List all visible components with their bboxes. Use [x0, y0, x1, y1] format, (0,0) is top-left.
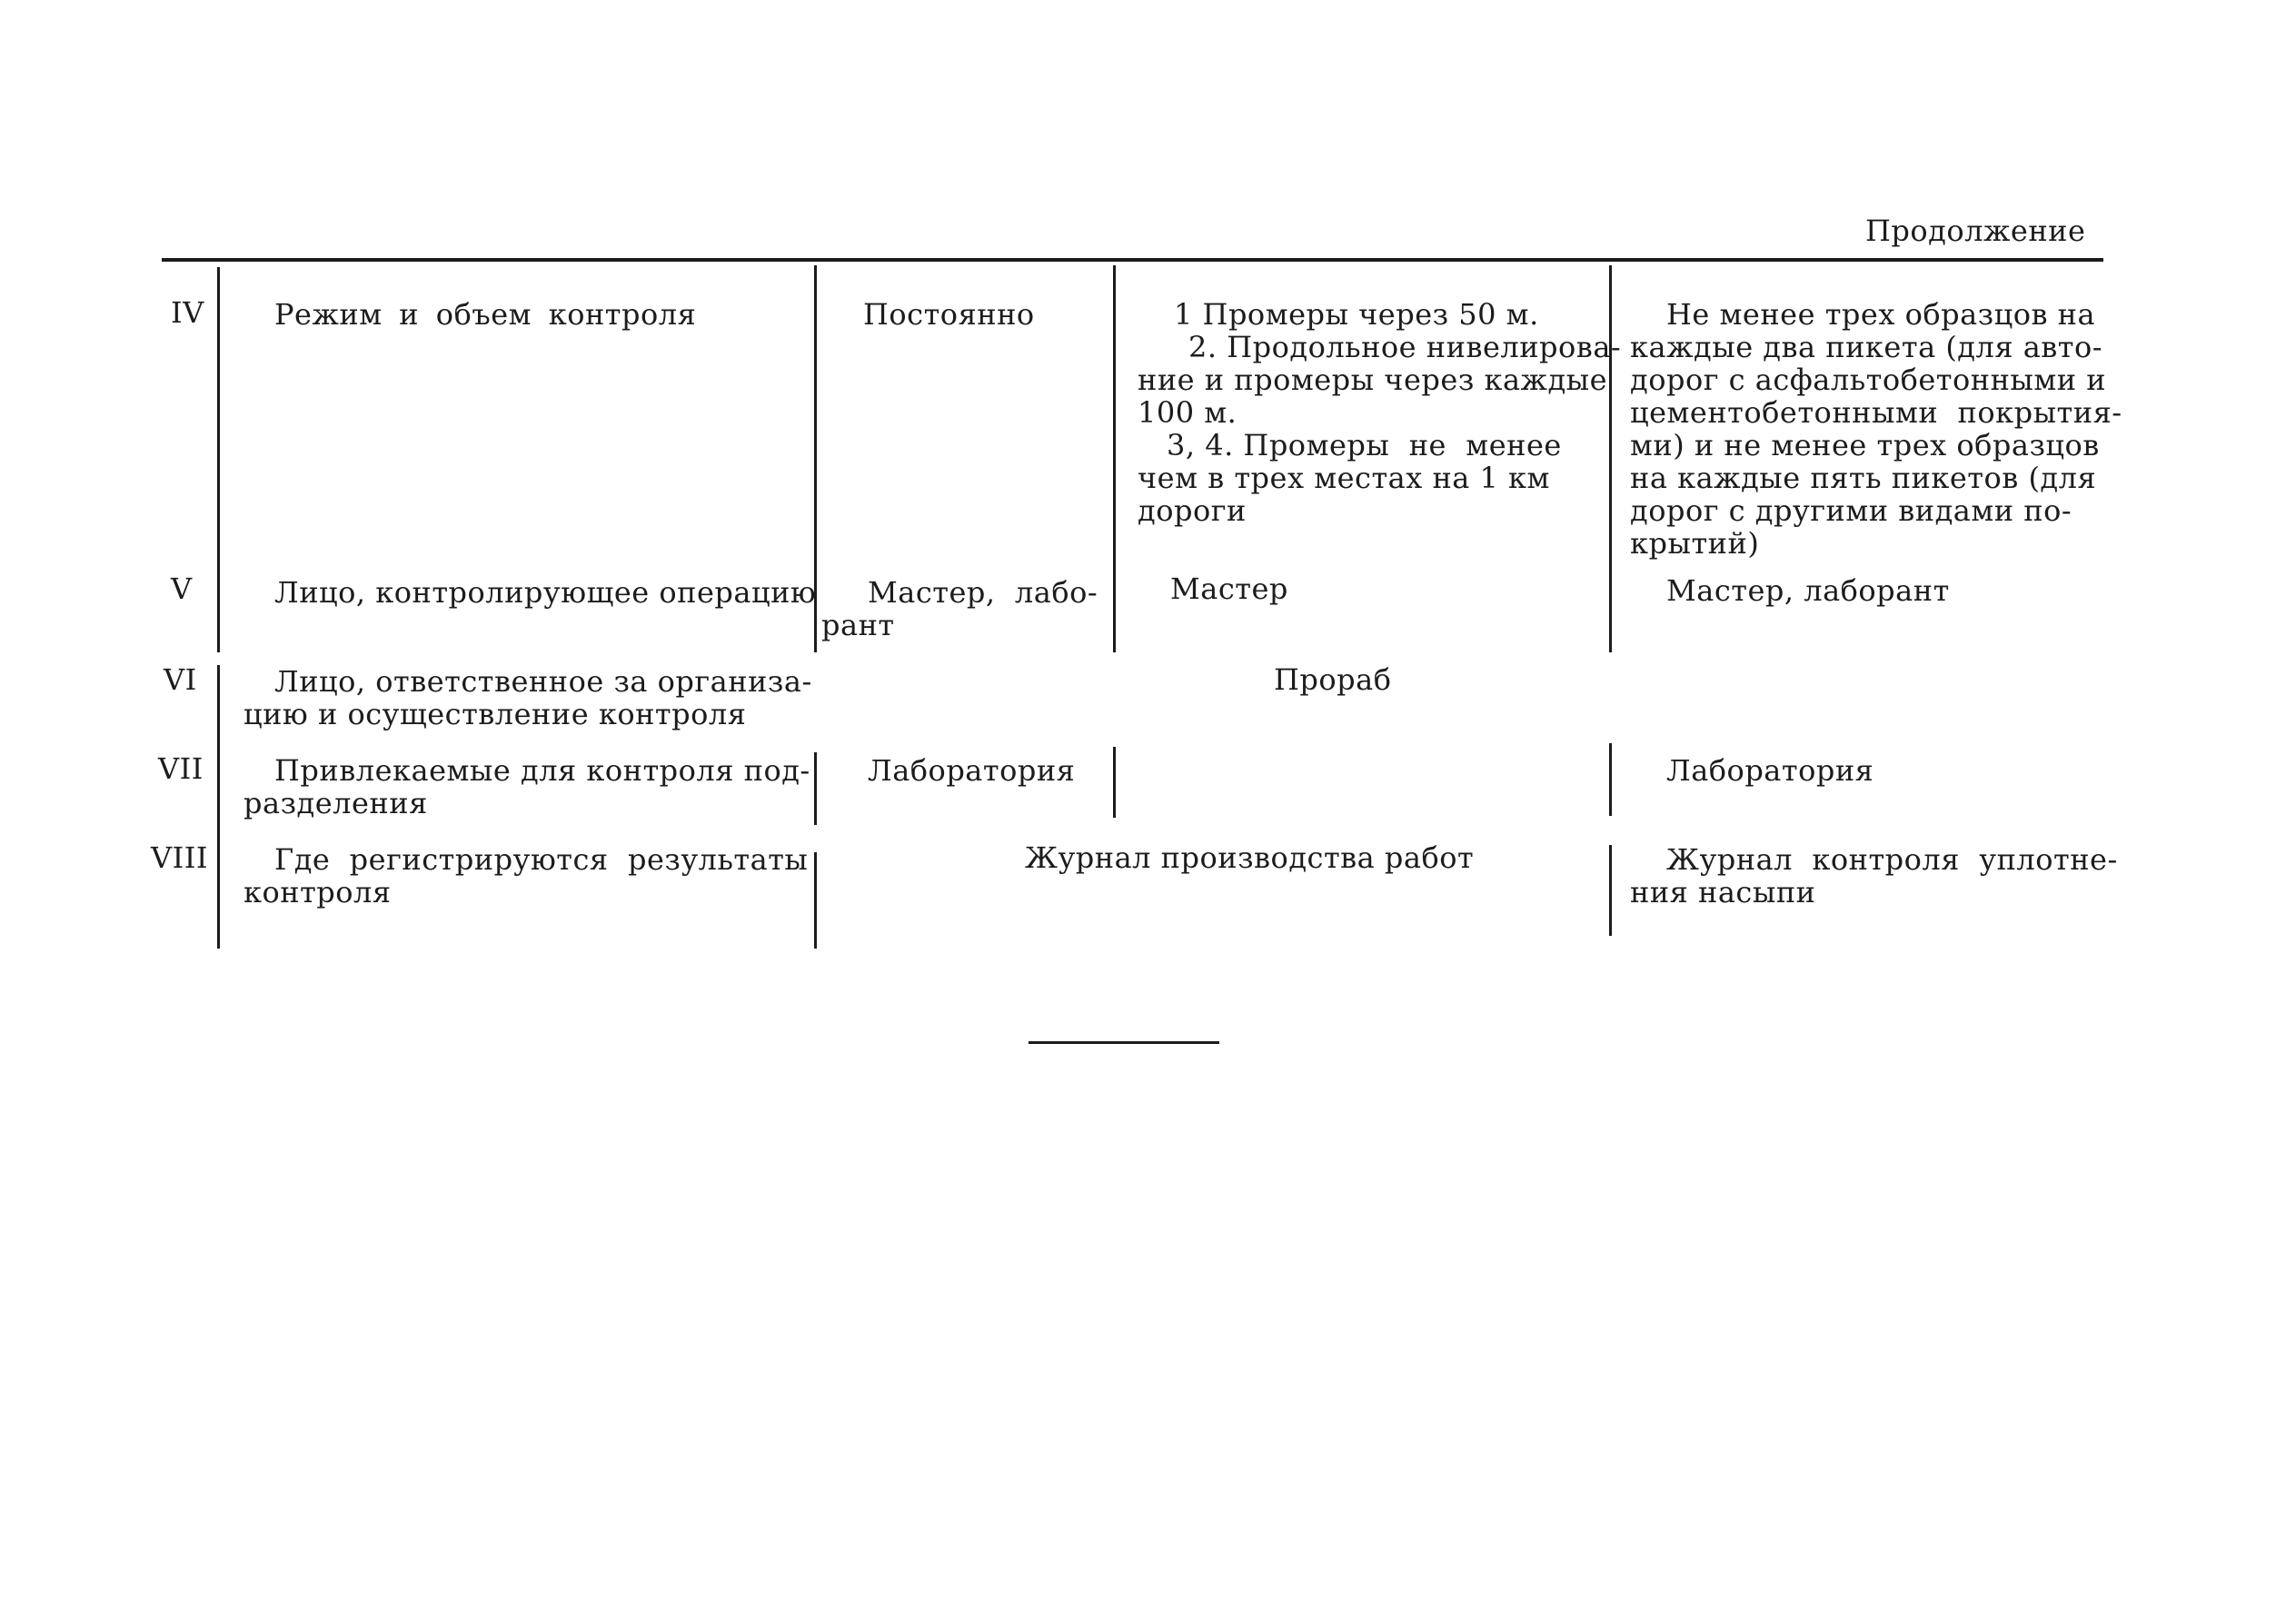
table-top-rule	[162, 258, 2103, 262]
column-rule-2b	[814, 752, 817, 825]
row-number: VII	[158, 751, 204, 786]
cell-line: дорог с асфальтобетонными и	[1630, 363, 2107, 397]
cell-line: 2. Продольное нивелирова-	[1188, 330, 1622, 364]
row-label: разделения	[244, 786, 428, 820]
row-label: цию и осуществление контроля	[244, 697, 747, 731]
row-number: V	[171, 571, 193, 606]
row-label: Режим и объем контроля	[274, 297, 697, 332]
cell-line: ния насыпи	[1630, 875, 1816, 909]
column-rule-1b	[217, 665, 220, 949]
merged-cell: Прораб	[1274, 662, 1392, 697]
row-number: VIII	[151, 840, 209, 875]
cell-line: Не менее трех образцов на	[1666, 297, 2096, 332]
row-label: Лицо, контролирующее операцию	[274, 575, 817, 610]
cell-line: чем в трех местах на 1 км	[1138, 461, 1550, 495]
cell-line: Мастер, лабо-	[868, 575, 1098, 610]
row-label: Привлекаемые для контроля под-	[274, 753, 810, 788]
cell-line: на каждые пять пикетов (для	[1630, 461, 2097, 495]
end-rule	[1029, 1041, 1219, 1044]
column-rule-1	[217, 267, 220, 652]
column-rule-3b	[1113, 747, 1116, 818]
cell-col2: Мастер	[1170, 571, 1288, 606]
cell-line: 100 м.	[1138, 395, 1237, 430]
continuation-label: Продолжение	[1865, 214, 2086, 248]
cell-col3: Лаборатория	[1666, 753, 1874, 788]
cell-line: Журнал контроля уплотне-	[1666, 842, 2118, 877]
row-label: Лицо, ответственное за организа-	[274, 664, 812, 699]
cell-line: ми) и не менее трех образцов	[1630, 428, 2100, 462]
column-rule-2c	[814, 852, 817, 949]
column-rule-4c	[1609, 845, 1612, 936]
row-label: контроля	[244, 875, 392, 909]
cell-col1: Лаборатория	[868, 753, 1076, 788]
cell-line: 1 Промеры через 50 м.	[1174, 297, 1539, 332]
cell-line: ние и промеры через каждые	[1138, 363, 1608, 397]
row-number: VI	[164, 662, 197, 697]
cell-line: дорог с другими видами по-	[1630, 493, 2072, 528]
cell-line: крытий)	[1630, 526, 1760, 561]
cell-col1: Постоянно	[863, 297, 1035, 332]
cell-line: рант	[821, 608, 895, 642]
row-number: IV	[171, 295, 204, 330]
cell-line: 3, 4. Промеры не менее	[1167, 428, 1562, 462]
cell-line: дороги	[1138, 493, 1247, 528]
column-rule-3	[1113, 265, 1116, 652]
cell-line: цементобетонными покрытия-	[1630, 395, 2122, 430]
merged-cell: Журнал производства работ	[1025, 840, 1475, 875]
cell-line: каждые два пикета (для авто-	[1630, 330, 2103, 364]
row-label: Где регистрируются результаты	[274, 842, 809, 877]
column-rule-4b	[1609, 743, 1612, 816]
column-rule-4	[1609, 265, 1612, 652]
cell-col3: Мастер, лаборант	[1666, 573, 1950, 608]
